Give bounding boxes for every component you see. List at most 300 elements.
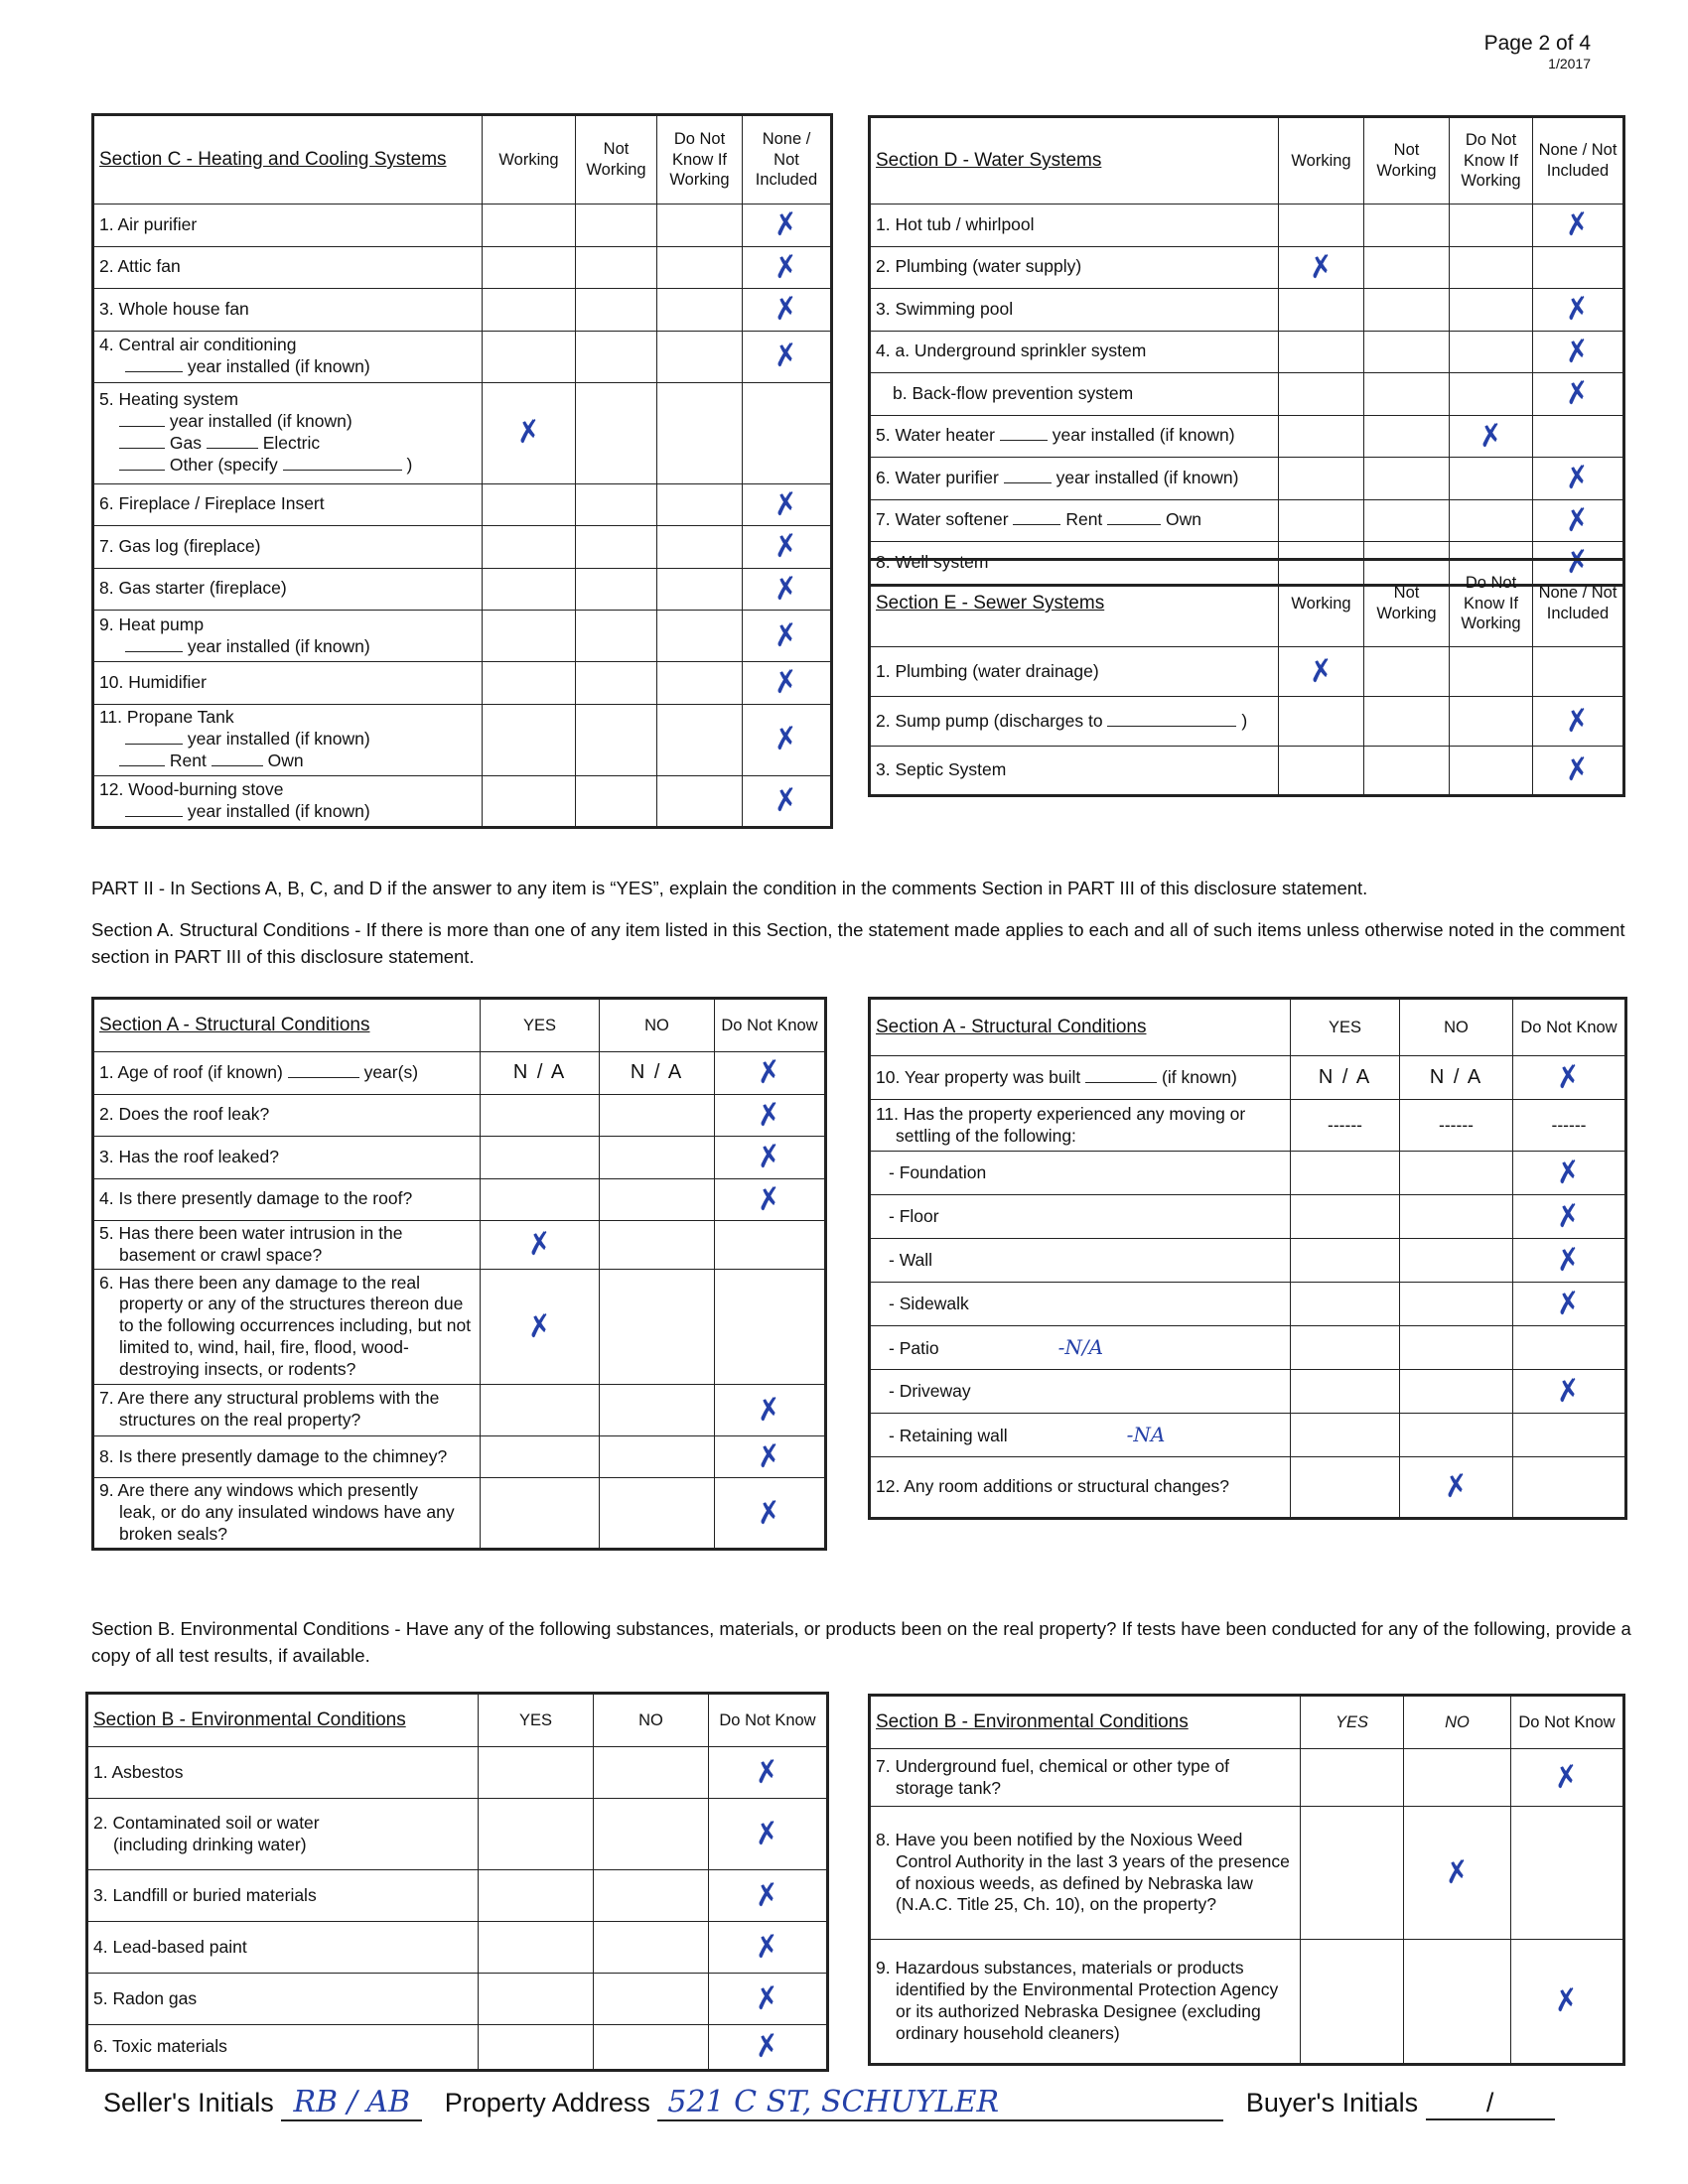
checkbox-cell[interactable] — [1513, 1056, 1626, 1100]
checkbox-cell[interactable] — [743, 611, 832, 662]
checkbox-cell[interactable] — [743, 246, 832, 289]
checkbox-cell[interactable] — [483, 611, 576, 662]
checkbox-cell[interactable] — [1301, 1807, 1404, 1940]
table-row — [870, 499, 1624, 542]
checkbox-cell[interactable] — [1511, 1940, 1624, 2065]
checkbox-cell[interactable] — [1450, 415, 1533, 458]
checkbox-cell[interactable] — [1291, 1283, 1400, 1326]
checkbox-cell[interactable] — [481, 1384, 600, 1435]
blank-line[interactable] — [125, 802, 183, 817]
table-row — [93, 704, 832, 775]
x-mark-icon: ✗ — [772, 484, 801, 524]
x-mark-icon: ✗ — [753, 1753, 782, 1792]
checkbox-cell[interactable] — [1533, 647, 1624, 697]
checkbox-cell[interactable] — [483, 483, 576, 526]
checkbox-cell[interactable] — [1364, 331, 1450, 373]
checkbox-cell[interactable] — [576, 246, 657, 289]
item-sub: structures on the real property? — [119, 1410, 361, 1431]
checkbox-cell[interactable] — [1450, 331, 1533, 373]
x-mark-icon: ✗ — [1306, 247, 1336, 287]
checkbox-cell[interactable] — [1513, 1239, 1626, 1283]
checkbox-cell[interactable] — [715, 1435, 826, 1478]
checkbox-cell[interactable] — [715, 1052, 826, 1095]
checkbox-cell[interactable] — [594, 1799, 709, 1870]
item-label-cell — [870, 1056, 1291, 1100]
col-yes: YES — [481, 999, 600, 1052]
checkbox-cell[interactable] — [1279, 647, 1364, 697]
table-row — [870, 647, 1624, 697]
checkbox-cell[interactable] — [1400, 1239, 1513, 1283]
checkbox-cell[interactable] — [715, 1178, 826, 1221]
checkbox-cell[interactable] — [1301, 1940, 1404, 2065]
checkbox-cell[interactable] — [709, 1870, 828, 1922]
checkbox-cell[interactable] — [1291, 1239, 1400, 1283]
x-mark-icon: ✗ — [1554, 1241, 1584, 1280]
checkbox-cell[interactable] — [600, 1178, 715, 1221]
checkbox-cell[interactable] — [576, 662, 657, 705]
checkbox-cell[interactable] — [481, 1137, 600, 1179]
item-option: Other (specify — [169, 454, 278, 475]
item-option: Rent — [169, 750, 207, 770]
answer-cell[interactable] — [1291, 1056, 1400, 1100]
checkbox-cell[interactable] — [576, 331, 657, 382]
checkbox-cell[interactable] — [657, 568, 743, 611]
checkbox-cell[interactable] — [1279, 246, 1364, 289]
checkbox-cell[interactable] — [715, 1221, 826, 1270]
checkbox-cell[interactable] — [1400, 1283, 1513, 1326]
checkbox-cell[interactable] — [479, 1747, 594, 1799]
checkbox-cell[interactable] — [743, 289, 832, 332]
blank-line[interactable] — [125, 637, 183, 652]
checkbox-cell[interactable] — [709, 1747, 828, 1799]
item-option: Gas — [169, 433, 202, 453]
dash-placeholder: ------ — [1328, 1114, 1362, 1135]
table-row — [87, 1799, 828, 1870]
checkbox-cell[interactable] — [1513, 1457, 1626, 1519]
checkbox-cell[interactable] — [1400, 1370, 1513, 1414]
checkbox-cell[interactable] — [743, 483, 832, 526]
item-label: 7. Gas log (fireplace) — [99, 535, 261, 556]
blank-line[interactable] — [125, 730, 183, 745]
answer-cell[interactable] — [481, 1052, 600, 1095]
blank-line[interactable] — [211, 751, 263, 766]
checkbox-cell[interactable] — [1511, 1749, 1624, 1807]
table-row — [93, 1384, 826, 1435]
col-working: Working — [1279, 117, 1364, 205]
checkbox-cell[interactable] — [594, 1922, 709, 1974]
checkbox-cell[interactable] — [657, 611, 743, 662]
item-label: 3. Has the roof leaked? — [99, 1146, 279, 1166]
seller-initials-field[interactable]: RB / AB — [281, 2085, 422, 2121]
x-mark-icon: ✗ — [1554, 1372, 1584, 1411]
col-none: None / Not Included — [1533, 117, 1624, 205]
checkbox-cell[interactable] — [600, 1137, 715, 1179]
checkbox-cell[interactable] — [483, 331, 576, 382]
checkbox-cell[interactable] — [1533, 747, 1624, 796]
checkbox-cell[interactable] — [1404, 1940, 1511, 2065]
checkbox-cell[interactable] — [1533, 205, 1624, 247]
checkbox-cell[interactable] — [1533, 697, 1624, 747]
checkbox-cell[interactable] — [576, 526, 657, 569]
blank-line[interactable] — [119, 412, 165, 427]
blank-line[interactable] — [119, 434, 165, 449]
col-do-not-know: Do Not Know — [709, 1694, 828, 1747]
checkbox-cell[interactable] — [1450, 747, 1533, 796]
checkbox-cell[interactable] — [1400, 1195, 1513, 1239]
checkbox-cell[interactable] — [481, 1221, 600, 1270]
checkbox-cell[interactable] — [479, 1870, 594, 1922]
table-row — [93, 1094, 826, 1137]
section-a-left-title: Section A - Structural Conditions — [93, 999, 481, 1052]
checkbox-cell[interactable] — [1279, 499, 1364, 542]
item-option: Electric — [262, 433, 321, 453]
col-do-not-know: Do Not Know If Working — [1450, 117, 1533, 205]
checkbox-cell[interactable] — [743, 331, 832, 382]
checkbox-cell[interactable] — [1291, 1414, 1400, 1457]
checkbox-cell[interactable] — [1450, 499, 1533, 542]
checkbox-cell[interactable] — [657, 775, 743, 827]
item-label: 7. Are there any structural problems with the — [99, 1388, 440, 1409]
checkbox-cell[interactable] — [1279, 747, 1364, 796]
section-b-text: Have any of the following substances, materials, or products been on the real property? If tests have been conducted for any of the following, provide a copy of all test results, if available. — [91, 1618, 1631, 1666]
checkbox-cell[interactable] — [479, 1922, 594, 1974]
checkbox-cell[interactable] — [1533, 373, 1624, 416]
item-label: 6. Water purifier — [876, 467, 999, 487]
checkbox-cell[interactable] — [576, 611, 657, 662]
item-label: 5. Heating system — [99, 389, 239, 410]
checkbox-cell[interactable] — [1513, 1370, 1626, 1414]
table-row — [87, 1870, 828, 1922]
checkbox-cell[interactable] — [1291, 1152, 1400, 1195]
checkbox-cell[interactable] — [657, 246, 743, 289]
x-mark-icon: ✗ — [772, 781, 801, 820]
checkbox-cell[interactable] — [657, 205, 743, 247]
checkbox-cell[interactable] — [576, 289, 657, 332]
checkbox-cell[interactable] — [1291, 1457, 1400, 1519]
col-do-not-know: Do Not Know If Working — [1450, 560, 1533, 647]
checkbox-cell[interactable] — [1400, 1152, 1513, 1195]
checkbox-cell[interactable] — [1364, 458, 1450, 500]
checkbox-cell[interactable] — [1279, 289, 1364, 332]
checkbox-cell[interactable] — [481, 1478, 600, 1550]
checkbox-cell[interactable] — [1404, 1807, 1511, 1940]
checkbox-cell[interactable] — [594, 1870, 709, 1922]
item-label: 3. Swimming pool — [876, 298, 1014, 319]
item-sub-line — [99, 356, 477, 378]
checkbox-cell[interactable] — [657, 662, 743, 705]
checkbox-cell[interactable] — [594, 2025, 709, 2071]
checkbox-cell[interactable] — [743, 775, 832, 827]
checkbox-cell[interactable] — [1279, 415, 1364, 458]
checkbox-cell[interactable] — [483, 704, 576, 775]
section-d-title: Section D - Water Systems — [870, 117, 1279, 205]
checkbox-cell[interactable] — [1279, 458, 1364, 500]
item-label: 1. Asbestos — [93, 1761, 184, 1782]
buyer-initials-field[interactable]: / — [1426, 2088, 1555, 2120]
checkbox-cell[interactable] — [483, 289, 576, 332]
x-mark-icon: ✗ — [1563, 459, 1593, 497]
section-c-title: Section C - Heating and Cooling Systems — [93, 115, 483, 205]
checkbox-cell[interactable] — [743, 526, 832, 569]
section-d-table — [868, 115, 1625, 587]
checkbox-cell[interactable] — [1364, 246, 1450, 289]
item-label-cell — [870, 1326, 1291, 1370]
checkbox-cell[interactable] — [1364, 499, 1450, 542]
checkbox-cell[interactable] — [576, 568, 657, 611]
checkbox-cell[interactable] — [743, 704, 832, 775]
x-mark-icon: ✗ — [1554, 1154, 1584, 1192]
checkbox-cell[interactable] — [1533, 415, 1624, 458]
x-mark-icon: ✗ — [1563, 205, 1593, 244]
property-address-label: Property Address — [444, 2088, 650, 2117]
checkbox-cell[interactable] — [1364, 205, 1450, 247]
checkbox-cell[interactable] — [1364, 697, 1450, 747]
checkbox-cell[interactable] — [1364, 415, 1450, 458]
checkbox-cell[interactable] — [709, 1974, 828, 2025]
answer-na: N / A — [512, 1061, 567, 1084]
x-mark-icon: ✗ — [753, 1876, 782, 1915]
checkbox-cell[interactable] — [743, 382, 832, 483]
checkbox-cell[interactable] — [600, 1269, 715, 1384]
item-label: 10. Humidifier — [99, 671, 207, 692]
item-label-cell — [870, 697, 1279, 747]
checkbox-cell[interactable] — [1450, 289, 1533, 332]
checkbox-cell[interactable] — [709, 2025, 828, 2071]
checkbox-cell[interactable] — [1513, 1195, 1626, 1239]
table-row — [93, 289, 832, 332]
checkbox-cell[interactable] — [1450, 458, 1533, 500]
section-b-left-table — [85, 1692, 829, 2072]
checkbox-cell[interactable] — [743, 662, 832, 705]
checkbox-cell[interactable] — [1279, 205, 1364, 247]
handwritten-note: -NA — [1126, 1423, 1166, 1446]
item-label-cell — [870, 373, 1279, 416]
checkbox-cell[interactable] — [1513, 1152, 1626, 1195]
checkbox-cell[interactable] — [709, 1799, 828, 1870]
checkbox-cell[interactable] — [481, 1094, 600, 1137]
blank-line[interactable] — [207, 434, 258, 449]
checkbox-cell[interactable] — [1400, 1457, 1513, 1519]
checkbox-cell[interactable] — [743, 568, 832, 611]
checkbox-cell[interactable] — [715, 1384, 826, 1435]
item-label: 1. Age of roof (if known) — [99, 1061, 283, 1082]
table-row — [870, 1326, 1626, 1370]
not-applicable-cell — [1400, 1100, 1513, 1152]
checkbox-cell[interactable] — [600, 1478, 715, 1550]
answer-cell[interactable] — [600, 1052, 715, 1095]
col-no: NO — [1404, 1696, 1511, 1749]
section-b-right-title: Section B - Environmental Conditions — [870, 1696, 1301, 1749]
item-label-cell — [870, 1239, 1291, 1283]
item-close: ) — [1241, 710, 1248, 731]
item-label: 1. Plumbing (water drainage) — [876, 660, 1099, 681]
blank-line[interactable] — [288, 1063, 359, 1078]
checkbox-cell[interactable] — [1279, 331, 1364, 373]
checkbox-cell[interactable] — [657, 526, 743, 569]
x-mark-icon: ✗ — [755, 1179, 784, 1219]
item-label: 1. Hot tub / whirlpool — [876, 213, 1035, 234]
checkbox-cell[interactable] — [1279, 697, 1364, 747]
checkbox-cell[interactable] — [1450, 647, 1533, 697]
item-label: - Retaining wall — [889, 1426, 1008, 1445]
checkbox-cell[interactable] — [715, 1269, 826, 1384]
checkbox-cell[interactable] — [481, 1435, 600, 1478]
checkbox-cell[interactable] — [1400, 1326, 1513, 1370]
item-label-cell — [93, 611, 483, 662]
checkbox-cell[interactable] — [576, 382, 657, 483]
checkbox-cell[interactable] — [715, 1478, 826, 1550]
checkbox-cell[interactable] — [600, 1384, 715, 1435]
checkbox-cell[interactable] — [1511, 1807, 1624, 1940]
table-row — [870, 331, 1624, 373]
checkbox-cell[interactable] — [576, 205, 657, 247]
blank-line[interactable] — [119, 456, 165, 471]
checkbox-cell[interactable] — [715, 1094, 826, 1137]
checkbox-cell[interactable] — [481, 1178, 600, 1221]
blank-line[interactable] — [1107, 712, 1236, 727]
checkbox-cell[interactable] — [1279, 373, 1364, 416]
checkbox-cell[interactable] — [483, 382, 576, 483]
checkbox-cell[interactable] — [715, 1137, 826, 1179]
checkbox-cell[interactable] — [1364, 647, 1450, 697]
checkbox-cell[interactable] — [576, 775, 657, 827]
table-row — [93, 568, 832, 611]
table-row — [87, 1747, 828, 1799]
checkbox-cell[interactable] — [483, 205, 576, 247]
checkbox-cell[interactable] — [594, 1974, 709, 2025]
item-label-cell — [870, 1100, 1291, 1152]
checkbox-cell[interactable] — [483, 568, 576, 611]
checkbox-cell[interactable] — [1450, 697, 1533, 747]
checkbox-cell[interactable] — [1400, 1414, 1513, 1457]
item-label-cell — [93, 1052, 481, 1095]
item-sub-line — [99, 801, 477, 823]
item-label: 3. Landfill or buried materials — [93, 1884, 317, 1905]
item-label-cell — [870, 747, 1279, 796]
section-a-text: If there is more than one of any item listed in this Section, the statement made applies to each and all of such items unless otherwise noted in the comment section in PART III of this disclosure statement. — [91, 919, 1625, 967]
checkbox-cell[interactable] — [1513, 1326, 1626, 1370]
checkbox-cell[interactable] — [1364, 373, 1450, 416]
item-label: 5. Water heater — [876, 425, 995, 446]
blank-line[interactable] — [119, 751, 165, 766]
checkbox-cell[interactable] — [483, 526, 576, 569]
table-row — [93, 382, 832, 483]
checkbox-cell[interactable] — [1533, 246, 1624, 289]
item-label-cell — [870, 1749, 1301, 1807]
checkbox-cell[interactable] — [1404, 1749, 1511, 1807]
item-label: 7. Underground fuel, chemical or other type of — [876, 1755, 1230, 1776]
item-label-cell — [87, 1747, 479, 1799]
checkbox-cell[interactable] — [1533, 331, 1624, 373]
checkbox-cell[interactable] — [657, 289, 743, 332]
blank-line[interactable] — [1107, 510, 1161, 525]
checkbox-cell[interactable] — [481, 1269, 600, 1384]
checkbox-cell[interactable] — [1533, 289, 1624, 332]
checkbox-cell[interactable] — [600, 1435, 715, 1478]
item-label-cell — [93, 331, 483, 382]
table-row — [870, 1195, 1626, 1239]
checkbox-cell[interactable] — [1291, 1326, 1400, 1370]
item-sub: Control Authority in the last 3 years of the presence of noxious weeds, as defined by Nebraska law (N.A.C. Title 25, Ch. 10), on the property? — [896, 1850, 1290, 1915]
property-address-field[interactable]: 521 C ST, SCHUYLER — [657, 2085, 1223, 2121]
checkbox-cell[interactable] — [483, 246, 576, 289]
item-label-cell — [870, 1370, 1291, 1414]
section-b-heading: Section B. Environmental Conditions - — [91, 1618, 401, 1639]
checkbox-cell[interactable] — [1450, 246, 1533, 289]
x-mark-icon: ✗ — [1563, 702, 1593, 741]
checkbox-cell[interactable] — [657, 483, 743, 526]
col-no: NO — [600, 999, 715, 1052]
checkbox-cell[interactable] — [657, 382, 743, 483]
blank-line[interactable] — [1013, 510, 1060, 525]
checkbox-cell[interactable] — [1450, 205, 1533, 247]
item-label: 10. Year property was built — [876, 1066, 1081, 1087]
item-label-cell — [93, 704, 483, 775]
item-sub: year installed (if known) — [187, 800, 370, 821]
item-label-cell — [870, 458, 1279, 500]
item-label: 2. Contaminated soil or water — [93, 1812, 320, 1833]
blank-line[interactable] — [1004, 469, 1052, 483]
item-label-cell — [93, 1269, 481, 1384]
checkbox-cell[interactable] — [479, 1974, 594, 2025]
checkbox-cell[interactable] — [483, 775, 576, 827]
checkbox-cell[interactable] — [483, 662, 576, 705]
item-label: 6. Toxic materials — [93, 2036, 227, 2057]
checkbox-cell[interactable] — [1513, 1414, 1626, 1457]
item-label-cell — [93, 246, 483, 289]
item-label: 8. Have you been notified by the Noxious Weed — [876, 1829, 1243, 1849]
checkbox-cell[interactable] — [1301, 1749, 1404, 1807]
x-mark-icon: ✗ — [772, 290, 801, 329]
checkbox-cell[interactable] — [1291, 1195, 1400, 1239]
checkbox-cell[interactable] — [657, 704, 743, 775]
checkbox-cell[interactable] — [1450, 373, 1533, 416]
table-row — [870, 1239, 1626, 1283]
x-mark-icon: ✗ — [1563, 332, 1593, 371]
item-label-cell — [870, 1195, 1291, 1239]
checkbox-cell[interactable] — [594, 1747, 709, 1799]
item-label: 8. Well system — [876, 551, 989, 572]
x-mark-icon: ✗ — [1563, 543, 1593, 582]
blank-line[interactable] — [1000, 426, 1048, 441]
checkbox-cell[interactable] — [1364, 289, 1450, 332]
checkbox-cell[interactable] — [1291, 1370, 1400, 1414]
checkbox-cell[interactable] — [709, 1922, 828, 1974]
checkbox-cell[interactable] — [600, 1221, 715, 1270]
checkbox-cell[interactable] — [1513, 1283, 1626, 1326]
checkbox-cell[interactable] — [1364, 747, 1450, 796]
checkbox-cell[interactable] — [479, 2025, 594, 2071]
checkbox-cell[interactable] — [600, 1094, 715, 1137]
table-row — [870, 1152, 1626, 1195]
answer-cell[interactable] — [1400, 1056, 1513, 1100]
checkbox-cell[interactable] — [479, 1799, 594, 1870]
col-yes: YES — [479, 1694, 594, 1747]
blank-line[interactable] — [125, 357, 183, 372]
blank-line[interactable] — [283, 456, 402, 471]
item-label-cell — [93, 1221, 481, 1270]
table-row — [93, 1435, 826, 1478]
table-row — [93, 1178, 826, 1221]
checkbox-cell[interactable] — [1533, 458, 1624, 500]
table-row — [870, 1056, 1626, 1100]
checkbox-cell[interactable] — [1533, 499, 1624, 542]
checkbox-cell[interactable] — [576, 483, 657, 526]
checkbox-cell[interactable] — [576, 704, 657, 775]
checkbox-cell[interactable] — [657, 331, 743, 382]
blank-line[interactable] — [1085, 1068, 1157, 1083]
checkbox-cell[interactable] — [743, 205, 832, 247]
